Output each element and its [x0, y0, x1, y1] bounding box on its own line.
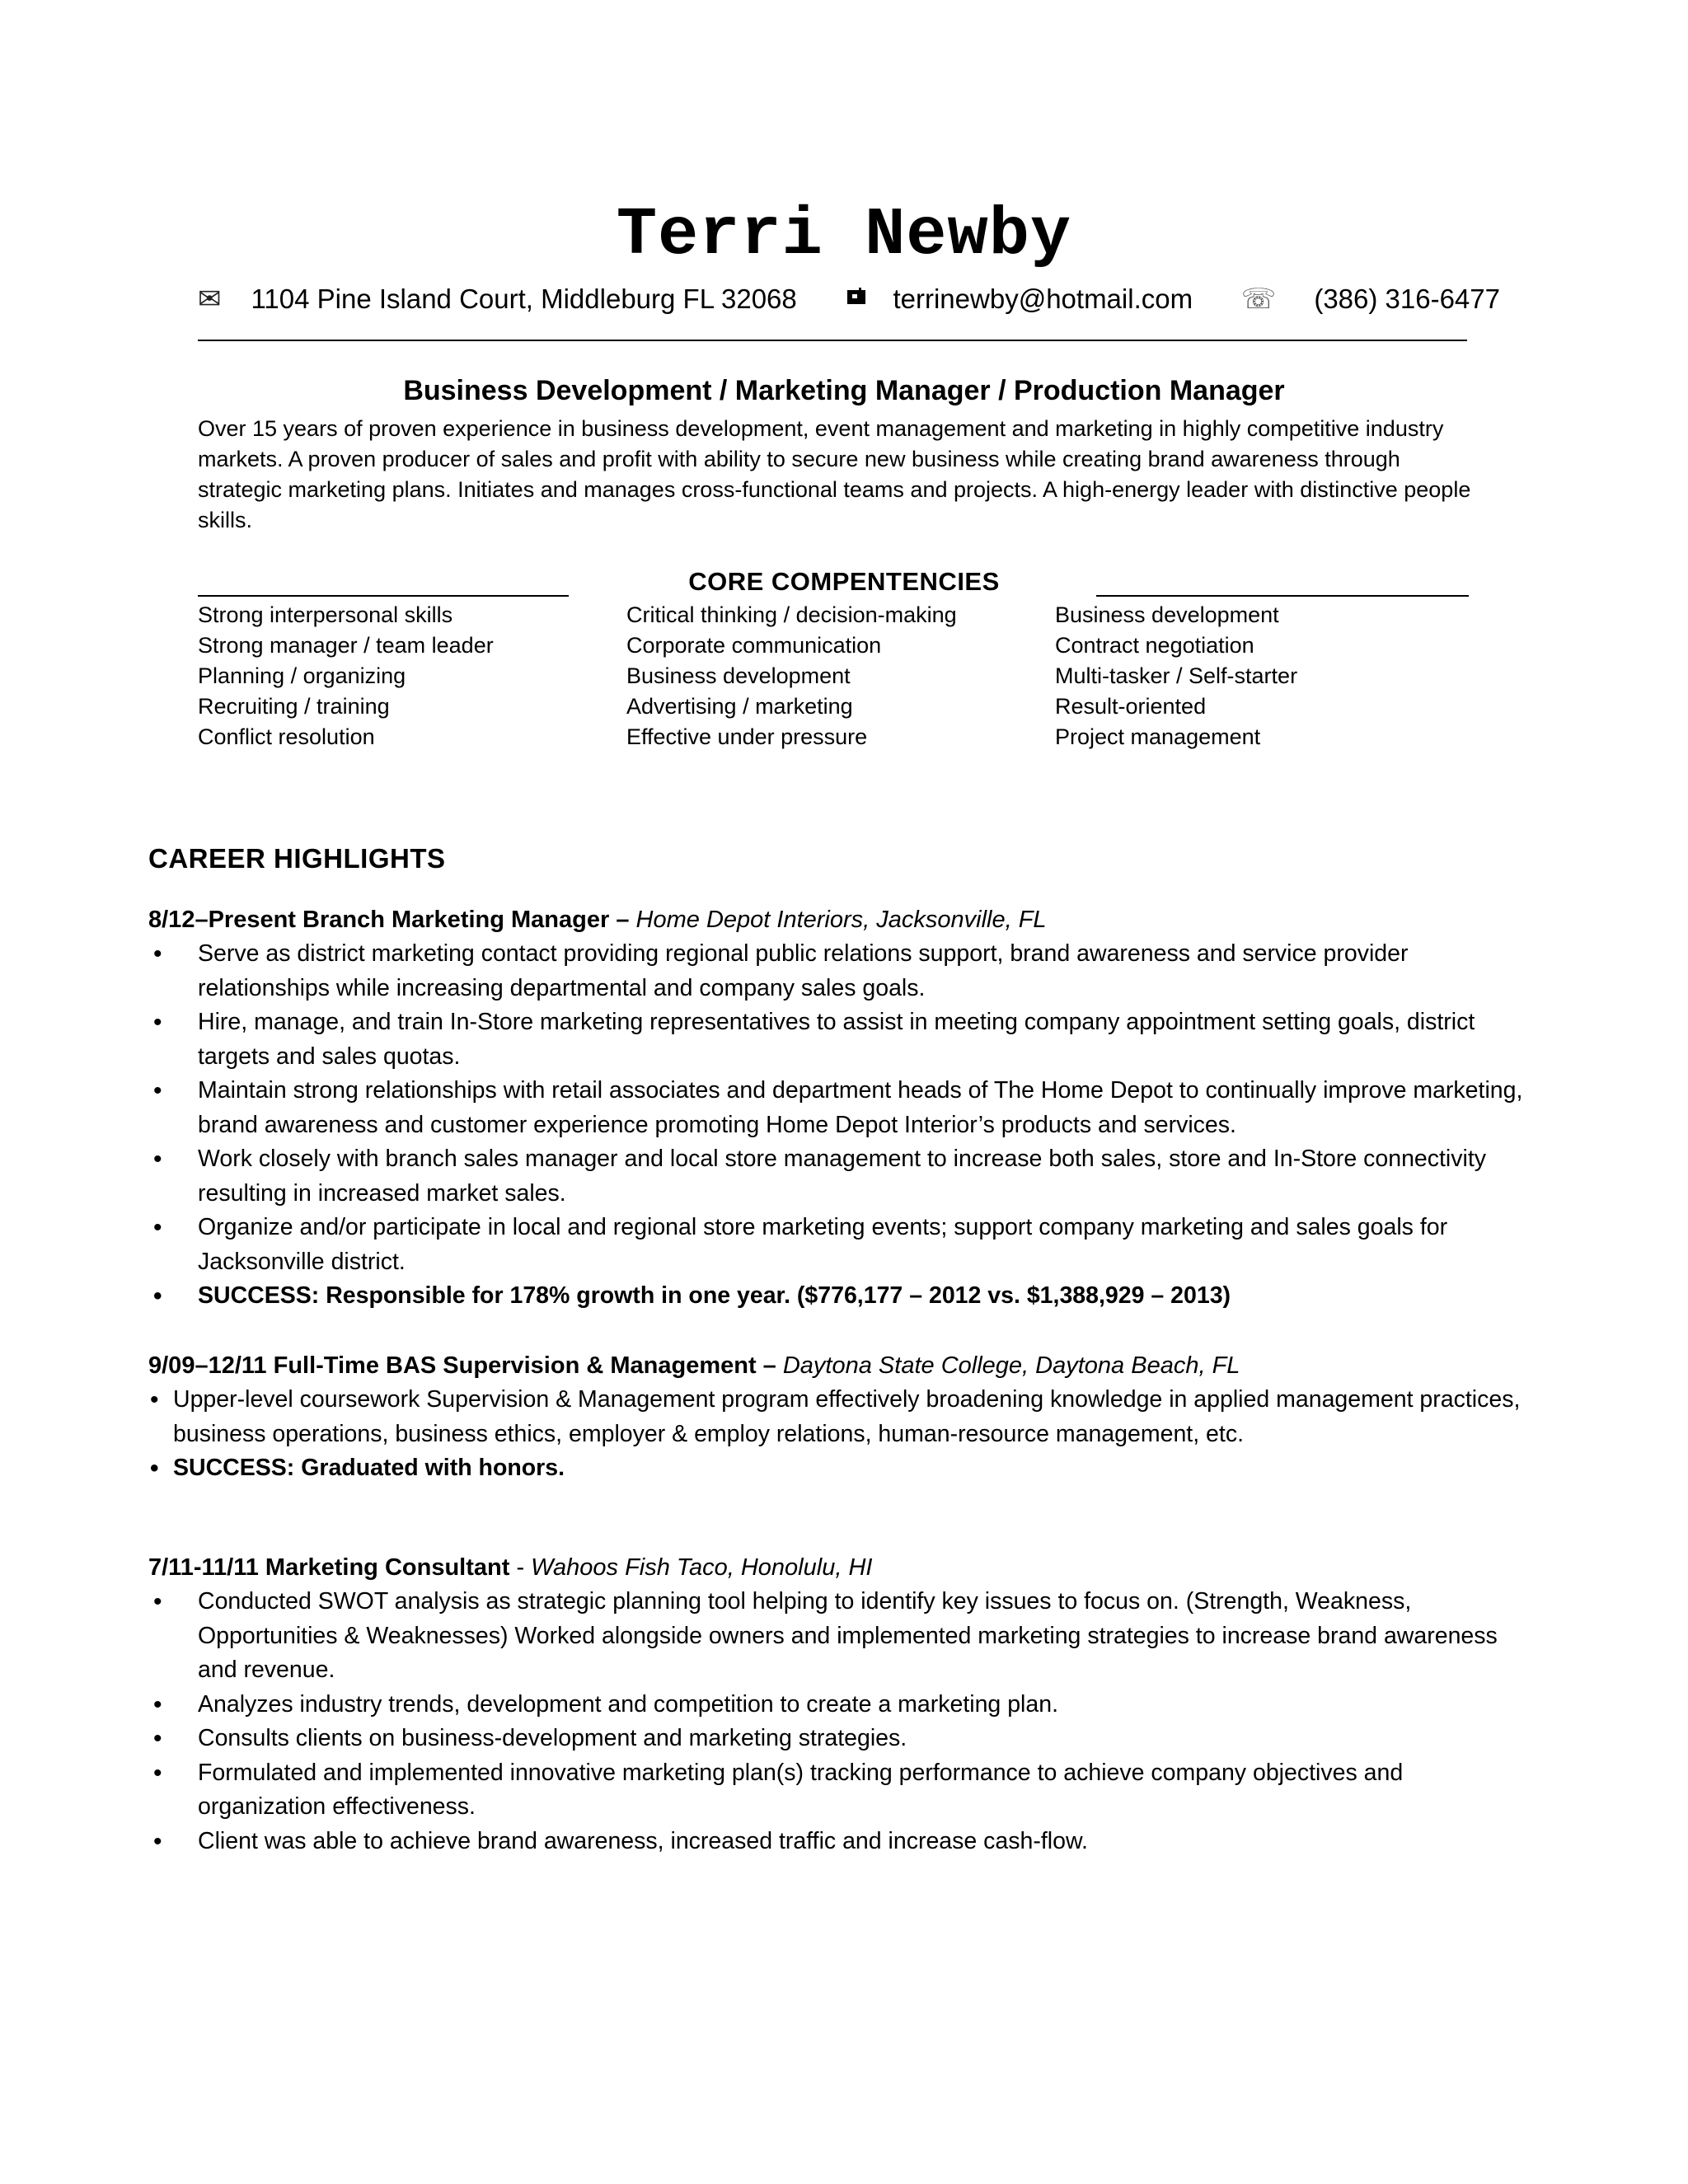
career-highlights-title: CAREER HIGHLIGHTS — [148, 843, 446, 874]
job-entry-wahoos — [148, 1551, 1533, 1858]
core-competencies-title: CORE COMPENTENCIES — [688, 567, 1000, 596]
job-heading — [148, 1349, 1533, 1383]
cc-column-3 — [1055, 600, 1484, 752]
competency-item: Business development — [626, 663, 851, 688]
email-item — [845, 284, 1193, 315]
phone-text: (386) 316-6477 — [1314, 284, 1500, 314]
header-divider — [198, 340, 1467, 341]
success-bullet: • SUCCESS: Responsible for 178% growth in one year. ($776,177 – 2012 vs. $1,388,929 – 2013) — [148, 1279, 1533, 1314]
bullet-item: • Serve as district marketing contact providing regional public relations support, brand awareness and service provider relationships while increasing departmental and company sales goals. — [148, 937, 1533, 1005]
job-bullets — [148, 937, 1533, 1314]
competency-item: Result-oriented — [1055, 694, 1207, 719]
cc-column-1 — [198, 600, 626, 752]
cc-column-2 — [626, 600, 1055, 752]
job-company: Wahoos Fish Taco, Honolulu, HI — [531, 1554, 873, 1581]
bullet-item: • Upper-level coursework Supervision & Management program effectively broadening knowledge in applied management practices, business operations, business ethics, employer & employ relations, human-resource management, etc. — [148, 1383, 1533, 1451]
bullet-item: • Organize and/or participate in local and regional store marketing events; support company marketing and sales goals for Jacksonville district. — [148, 1211, 1533, 1279]
bullet-item: • Hire, manage, and train In-Store marketing representatives to assist in meeting company appointment setting goals, district targets and sales quotas. — [148, 1005, 1533, 1074]
job-heading — [148, 1551, 1533, 1585]
job-company: Home Depot Interiors, Jacksonville, FL — [635, 907, 1047, 933]
competency-item: Conflict resolution — [198, 724, 375, 749]
resume-name: Terri Newby — [616, 197, 1072, 274]
job-heading — [148, 903, 1533, 937]
competency-item: Strong interpersonal skills — [198, 602, 453, 627]
competency-item: Project management — [1055, 724, 1261, 749]
job-separator: - — [509, 1554, 532, 1581]
job-entry-home-depot — [148, 903, 1533, 1314]
bullet-item: • Consults clients on business-development and marketing strategies. — [148, 1722, 1533, 1756]
core-competencies-grid — [198, 600, 1484, 752]
competency-item: Advertising / marketing — [626, 694, 853, 719]
bullet-item: • Conducted SWOT analysis as strategic planning tool helping to identify key issues to focus on. (Strength, Weakness, Opportunities & Weaknesses) Worked alongside owners and implemented marketing strategies to increase brand awareness and revenue. — [148, 1585, 1533, 1688]
envelope-icon: ✉ — [198, 284, 222, 315]
telephone-icon: ☏ — [1240, 284, 1277, 315]
competency-item: Planning / organizing — [198, 663, 406, 688]
competency-item: Strong manager / team leader — [198, 633, 494, 658]
bullet-item: • Client was able to achieve brand awareness, increased traffic and increase cash-flow. — [148, 1825, 1533, 1859]
competency-item: Effective under pressure — [626, 724, 868, 749]
competency-item: Critical thinking / decision-making — [626, 602, 957, 627]
bullet-item: • Maintain strong relationships with retail associates and department heads of The Home Depot to continually improve marketing, brand awareness and customer experience promoting Home Depot Interior’s products and services. — [148, 1074, 1533, 1142]
address-text: 1104 Pine Island Court, Middleburg FL 32068 — [251, 284, 797, 314]
job-dates-title: 9/09–12/11 Full-Time BAS Supervision & Management – — [148, 1352, 776, 1379]
competency-item: Contract negotiation — [1055, 633, 1254, 658]
bullet-item: • Formulated and implemented innovative marketing plan(s) tracking performance to achieve company objectives and organization effectiveness. — [148, 1756, 1533, 1825]
job-bullets — [148, 1383, 1533, 1486]
phone-item — [1241, 284, 1500, 315]
mailbox-icon — [845, 285, 868, 313]
job-dates-title: 7/11-11/11 Marketing Consultant — [148, 1554, 510, 1581]
job-company: Daytona State College, Daytona Beach, FL — [782, 1352, 1240, 1379]
competency-item: Recruiting / training — [198, 694, 390, 719]
competency-item: Multi-tasker / Self-starter — [1055, 663, 1298, 688]
job-bullets — [148, 1585, 1533, 1858]
headline: Business Development / Marketing Manager / Production Manager — [403, 375, 1285, 406]
job-dates-title: 8/12–Present Branch Marketing Manager – — [148, 907, 630, 933]
bullet-item: • Work closely with branch sales manager and local store management to increase both sales, store and In-Store connectivity resulting in increased market sales. — [148, 1142, 1533, 1211]
email-text[interactable]: terrinewby@hotmail.com — [893, 284, 1193, 314]
address-item — [198, 284, 797, 315]
cc-rule-right — [1096, 595, 1469, 597]
job-entry-daytona-state — [148, 1349, 1533, 1486]
competency-item: Business development — [1055, 602, 1279, 627]
contact-line — [198, 280, 1500, 318]
competency-item: Corporate communication — [626, 633, 882, 658]
success-bullet: • SUCCESS: Graduated with honors. — [148, 1451, 1533, 1486]
summary-paragraph: Over 15 years of proven experience in business development, event management and marketing in highly competitive industry markets. A proven producer of sales and profit with ability to secure new business while creating brand awareness through strategic marketing plans. Initiates and manages cross-functional teams and projects. A high-energy leader with distinctive people skills. — [198, 416, 1471, 532]
bullet-item: • Analyzes industry trends, development and competition to create a marketing plan. — [148, 1688, 1533, 1722]
